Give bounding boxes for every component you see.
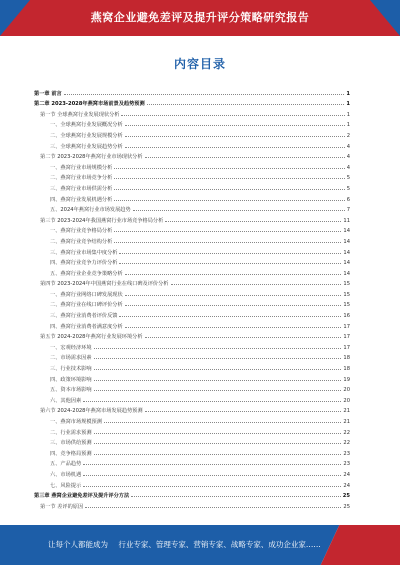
- toc-entry-page: 17: [343, 344, 350, 351]
- toc-leader-dots: [125, 125, 345, 126]
- toc-entry[interactable]: [34, 383, 350, 394]
- toc-entry-title: 四、燕窝行业消费者满意度分析: [50, 323, 123, 330]
- toc-entry-page: 25: [342, 493, 350, 500]
- toc-entry-page: 15: [343, 291, 350, 298]
- toc-leader-dots: [94, 348, 342, 349]
- toc-leader-dots: [114, 178, 344, 179]
- toc-entry[interactable]: [34, 150, 350, 161]
- toc-entry[interactable]: [34, 171, 350, 182]
- toc-entry-title: 第一章 前言: [34, 90, 62, 97]
- toc-entry-title: 一、燕窝行业竞争格局分析: [50, 228, 113, 235]
- toc-leader-dots: [94, 358, 342, 359]
- toc-entry[interactable]: [34, 224, 350, 235]
- footer-text: [48, 539, 321, 550]
- toc-leader-dots: [145, 337, 342, 338]
- toc-entry[interactable]: [34, 128, 350, 139]
- toc-entry-title: 六、其他因素: [50, 397, 82, 404]
- page-header: [0, 0, 400, 36]
- toc-entry[interactable]: [34, 330, 350, 341]
- toc-leader-dots: [145, 157, 345, 158]
- footer-slogan: 让每个人都能成为: [48, 540, 108, 549]
- toc-leader-dots: [125, 305, 342, 306]
- toc-entry-page: 24: [343, 482, 350, 489]
- toc-entry[interactable]: [34, 266, 350, 277]
- toc-leader-dots: [114, 231, 341, 232]
- toc-entry[interactable]: [34, 404, 350, 415]
- toc-entry[interactable]: [34, 192, 350, 203]
- toc-entry-title: 二、燕窝行业在线口碑评价分析: [50, 302, 123, 309]
- toc-entry-title: 第三节 2023-2024年我国燕窝行业市场竞争格局分析: [40, 217, 164, 224]
- toc-leader-dots: [145, 411, 342, 412]
- toc-entry-title: 六、市场机遇: [50, 471, 82, 478]
- toc-entry-page: 25: [343, 503, 350, 510]
- toc-entry-page: 4: [346, 143, 350, 150]
- toc-entry-title: 三、燕窝行业市场集中度分析: [50, 249, 118, 256]
- toc-entry-title: 二、全球燕窝行业发展规模分析: [50, 132, 123, 139]
- toc-entry-page: 19: [343, 376, 350, 383]
- toc-entry[interactable]: [34, 499, 350, 510]
- toc-entry-title: 一、燕窝行业市场规模分析: [50, 164, 113, 171]
- toc-entry[interactable]: [34, 446, 350, 457]
- toc-entry-title: 四、竞争格局预测: [50, 450, 92, 457]
- toc-entry-page: 15: [343, 302, 350, 309]
- toc-leader-dots: [114, 189, 344, 190]
- toc-leader-dots: [94, 369, 342, 370]
- toc-entry-page: 22: [343, 440, 350, 447]
- toc-leader-dots: [64, 94, 345, 95]
- toc-entry-title: 五、产品趋势: [50, 461, 82, 468]
- toc-entry[interactable]: [34, 319, 350, 330]
- toc-entry[interactable]: [34, 107, 350, 118]
- toc-entry-title: 第一节 全球燕窝行业发展现状分析: [40, 111, 120, 118]
- toc-entry-title: 五、资本市场影响: [50, 387, 92, 394]
- toc-entry[interactable]: [34, 351, 350, 362]
- toc-leader-dots: [114, 168, 344, 169]
- toc-entry-title: 三、市场供给预测: [50, 440, 92, 447]
- toc-leader-dots: [104, 422, 342, 423]
- toc-entry-page: 1: [346, 90, 350, 97]
- toc-entry[interactable]: [34, 86, 350, 97]
- toc-leader-dots: [94, 454, 342, 455]
- toc-leader-dots: [83, 464, 341, 465]
- toc-entry-title: 第四节 2023-2024年中国燕窝行业在线口碑及评价分析: [40, 281, 169, 288]
- toc-leader-dots: [94, 443, 342, 444]
- footer-red-band: [321, 525, 400, 565]
- toc-entry-title: 第二节 2023-2028年燕窝行业市场现状分析: [40, 154, 143, 161]
- toc-entry-page: 15: [343, 281, 350, 288]
- toc-leader-dots: [94, 433, 342, 434]
- toc-entry[interactable]: [34, 489, 350, 500]
- toc-entry-page: 1: [346, 101, 350, 108]
- toc-entry-page: 21: [343, 419, 350, 425]
- toc-entry-page: 7: [346, 207, 350, 214]
- toc-entry-page: 2: [346, 132, 350, 139]
- toc-entry-title: 三、燕窝行业消费者评价反馈: [50, 313, 118, 320]
- toc-entry-page: 17: [343, 323, 350, 330]
- toc-entry-title: 三、行业技术影响: [50, 366, 92, 373]
- toc-entry[interactable]: [34, 234, 350, 245]
- toc-leader-dots: [125, 295, 342, 296]
- toc-leader-dots: [94, 390, 342, 391]
- toc-entry[interactable]: [34, 308, 350, 319]
- toc-entry-title: 一、全球燕窝行业发展概况分析: [50, 122, 123, 129]
- toc-entry[interactable]: [34, 181, 350, 192]
- toc-entry-page: 1: [346, 111, 350, 118]
- toc-heading: 内容目录: [173, 57, 226, 71]
- toc-leader-dots: [147, 104, 345, 105]
- toc-entry-title: 三、燕窝行业市场供需分析: [50, 185, 113, 192]
- toc-entry-title: 七、风险提示: [50, 482, 82, 489]
- toc-entry-page: 11: [343, 217, 350, 224]
- toc-entry[interactable]: [34, 298, 350, 309]
- toc-entry-page: 23: [343, 450, 350, 457]
- toc-entry-title: 第五节 2024-2028年燕窝行业发展环境分析: [40, 334, 143, 341]
- toc-leader-dots: [119, 263, 341, 264]
- toc-entry[interactable]: [34, 425, 350, 436]
- toc-entry[interactable]: [34, 203, 350, 214]
- toc-entry-page: 5: [346, 185, 350, 192]
- table-of-contents: [34, 86, 350, 510]
- toc-entry[interactable]: [34, 118, 350, 129]
- toc-entry-title: 三、全球燕窝行业发展趋势分析: [50, 143, 123, 150]
- toc-entry-page: 17: [343, 334, 350, 341]
- toc-leader-dots: [119, 253, 341, 254]
- toc-leader-dots: [131, 496, 341, 497]
- toc-entry-title: 一、宏观经济环境: [50, 344, 92, 351]
- toc-entry-title: 一、燕窝市场规模预测: [50, 419, 102, 425]
- toc-entry-title: 二、燕窝行业竞争结构分析: [50, 238, 113, 245]
- toc-leader-dots: [83, 475, 341, 476]
- toc-entry[interactable]: [34, 414, 350, 425]
- toc-leader-dots: [171, 284, 342, 285]
- toc-entry-title: 二、燕窝行业市场竞争分析: [50, 175, 113, 182]
- toc-entry-page: 4: [346, 154, 350, 161]
- toc-entry-page: 4: [346, 164, 350, 171]
- toc-entry-page: 14: [343, 270, 350, 277]
- toc-entry-page: 14: [343, 238, 350, 245]
- toc-entry-title: 第一节 差评的原因: [40, 503, 84, 510]
- toc-leader-dots: [121, 115, 344, 116]
- report-title: 燕窝企业避免差评及提升评分策略研究报告: [90, 11, 310, 24]
- toc-entry[interactable]: [34, 256, 350, 267]
- toc-entry-title: 五、燕窝行业企业竞争策略分析: [50, 270, 123, 277]
- toc-leader-dots: [125, 147, 345, 148]
- toc-entry[interactable]: [34, 436, 350, 447]
- toc-entry-page: 14: [343, 260, 350, 267]
- toc-entry[interactable]: [34, 467, 350, 478]
- toc-entry-title: 第三章 燕窝企业避免差评及提升评分方法: [34, 493, 130, 500]
- footer-tagline: 行业专家、管理专家、营销专家、战略专家、成功企业家……: [118, 540, 321, 549]
- toc-entry[interactable]: [34, 372, 350, 383]
- toc-entry-page: 16: [343, 313, 350, 320]
- toc-leader-dots: [125, 327, 342, 328]
- toc-entry-page: 1: [346, 122, 350, 129]
- toc-entry-title: 四、燕窝行业竞争力评价分析: [50, 260, 118, 267]
- toc-entry[interactable]: [34, 361, 350, 372]
- toc-entry[interactable]: [34, 160, 350, 171]
- toc-entry-page: 20: [343, 397, 350, 404]
- toc-entry[interactable]: [34, 340, 350, 351]
- toc-entry-page: 21: [343, 408, 350, 415]
- toc-leader-dots: [114, 200, 344, 201]
- toc-entry-page: 20: [343, 387, 350, 394]
- toc-entry-page: 5: [346, 175, 350, 182]
- toc-entry[interactable]: [34, 97, 350, 108]
- toc-entry[interactable]: [34, 245, 350, 256]
- toc-entry-page: 23: [343, 461, 350, 468]
- toc-leader-dots: [133, 210, 345, 211]
- toc-leader-dots: [114, 242, 341, 243]
- toc-entry[interactable]: [34, 457, 350, 468]
- toc-entry[interactable]: [34, 287, 350, 298]
- toc-entry-page: 18: [343, 366, 350, 373]
- page-footer: [0, 525, 400, 565]
- toc-leader-dots: [94, 380, 342, 381]
- toc-entry-title: 五、2024年燕窝行业市场发展趋势: [50, 207, 131, 214]
- toc-leader-dots: [83, 486, 341, 487]
- toc-entry-title: 第二章 2023-2028年燕窝市场前景及趋势预测: [34, 101, 145, 108]
- toc-entry-title: 第六节 2024-2028年燕窝市场发展趋势预测: [40, 408, 143, 415]
- toc-entry-page: 14: [343, 249, 350, 256]
- toc-entry-page: 22: [343, 429, 350, 436]
- toc-entry-title: 二、市场需求因素: [50, 355, 92, 362]
- toc-entry[interactable]: [34, 478, 350, 489]
- toc-entry-page: 6: [346, 196, 350, 203]
- toc-entry[interactable]: [34, 213, 350, 224]
- toc-entry[interactable]: [34, 277, 350, 288]
- toc-entry-title: 二、行业需求预测: [50, 429, 92, 436]
- toc-entry[interactable]: [34, 393, 350, 404]
- toc-entry-page: 14: [343, 228, 350, 235]
- toc-leader-dots: [125, 136, 345, 137]
- toc-entry-page: 24: [343, 471, 350, 478]
- toc-entry[interactable]: [34, 139, 350, 150]
- toc-leader-dots: [165, 221, 341, 222]
- toc-entry-title: 一、燕窝行业网络口碑发展现状: [50, 291, 123, 298]
- toc-leader-dots: [85, 507, 341, 508]
- toc-entry-title: 四、燕窝行业发展机遇分析: [50, 196, 113, 203]
- toc-leader-dots: [83, 401, 341, 402]
- toc-entry-title: 四、政策环境影响: [50, 376, 92, 383]
- toc-entry-page: 18: [343, 355, 350, 362]
- toc-leader-dots: [125, 274, 342, 275]
- toc-leader-dots: [119, 316, 341, 317]
